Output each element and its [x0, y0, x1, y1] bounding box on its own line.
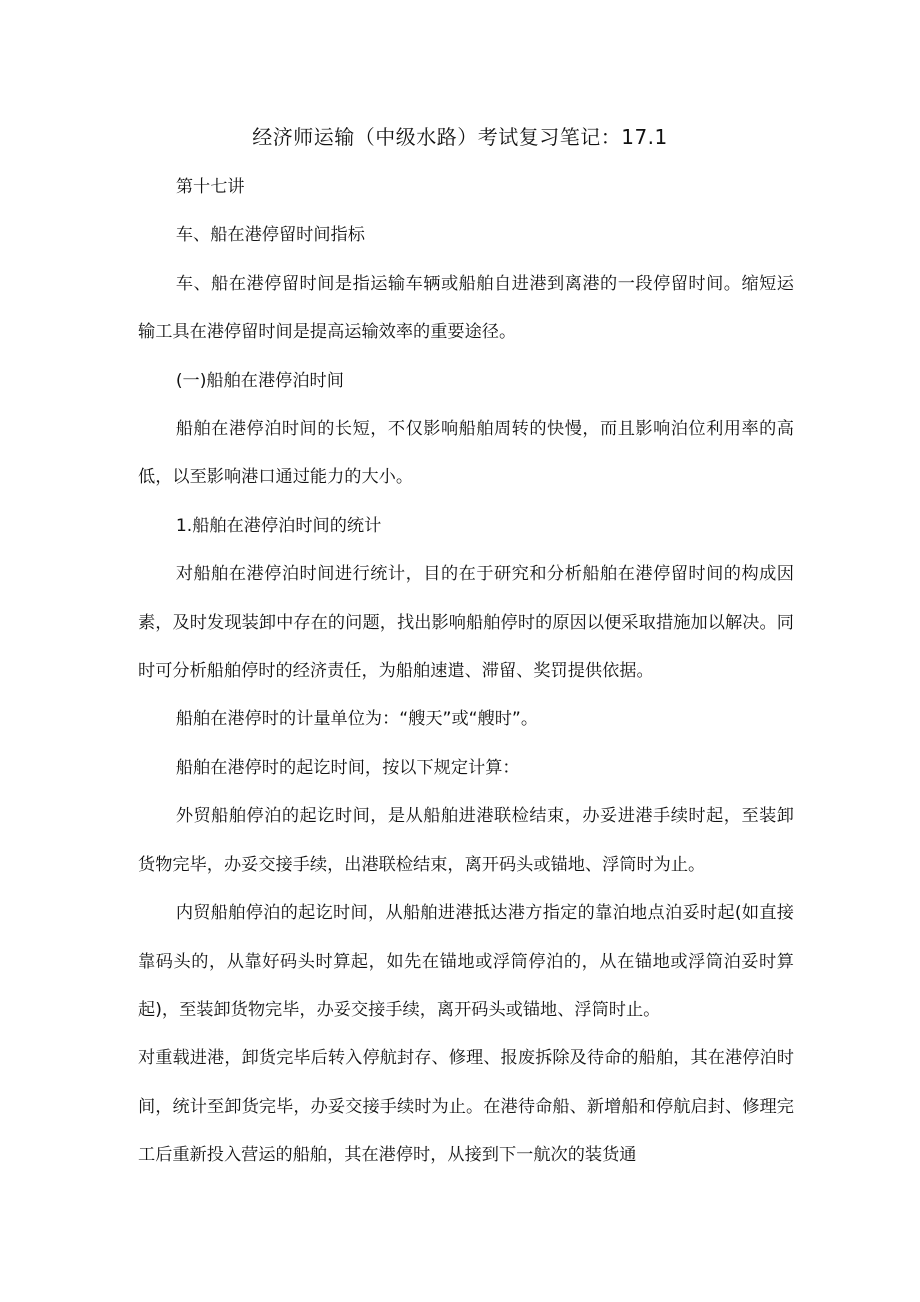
paragraph: 船舶在港停时的起讫时间，按以下规定计算：: [175, 757, 520, 778]
lecture-heading: 第十七讲: [175, 177, 245, 197]
paragraph: 船舶在港停时的计量单位为：“艘天”或“艘时”。: [175, 709, 539, 730]
paragraph: 船舶在港停泊时间的长短，不仅影响船舶周转的快慢，而且影响泊位利用率的高低，以至影响港口通过能力的大小。: [138, 419, 794, 488]
paragraph: 内贸船舶停泊的起讫时间，从船舶进港抵达港方指定的靠泊地点泊妥时起(如直接靠码头的，从靠好码头时算起，如先在锚地或浮筒停泊的，从在锚地或浮筒泊妥时算起)，至装卸货物完毕，办妥交接手续，离开码头或锚地、浮筒时止。: [138, 903, 794, 1020]
document-title: 经济师运输（中级水路）考试复习笔记：17.1: [252, 125, 668, 149]
paragraph: 车、船在港停留时间是指运输车辆或船舶自进港到离港的一段停留时间。缩短运输工具在港停留时间是提高运输效率的重要途径。: [138, 273, 794, 343]
section-heading: 车、船在港停留时间指标: [175, 225, 365, 246]
subsection-heading: (一)船舶在港停泊时间: [175, 370, 344, 391]
paragraph: 对重载进港，卸货完毕后转入停航封存、修理、报废拆除及待命的船舶，其在港停泊时间，统计至卸货完毕，办妥交接手续时为止。在港待命船、新增船和停航启封、修理完工后重新投入营运的船舶，其在港停时，从接到下一航次的装货通: [138, 1048, 794, 1166]
paragraph: 外贸船舶停泊的起讫时间，是从船舶进港联检结束，办妥进港手续时起，至装卸货物完毕，办妥交接手续，出港联检结束，离开码头或锚地、浮筒时为止。: [138, 806, 794, 875]
document-body: [138, 163, 794, 1180]
subsection-heading: 1.船舶在港停泊时间的统计: [175, 515, 382, 536]
paragraph: 对船舶在港停泊时间进行统计，目的在于研究和分析船舶在港停留时间的构成因素，及时发现装卸中存在的问题，找出影响船舶停时的原因以便采取措施加以解决。同时可分析船舶停时的经济责任，为船舶速遣、滞留、奖罚提供依据。: [138, 564, 794, 682]
